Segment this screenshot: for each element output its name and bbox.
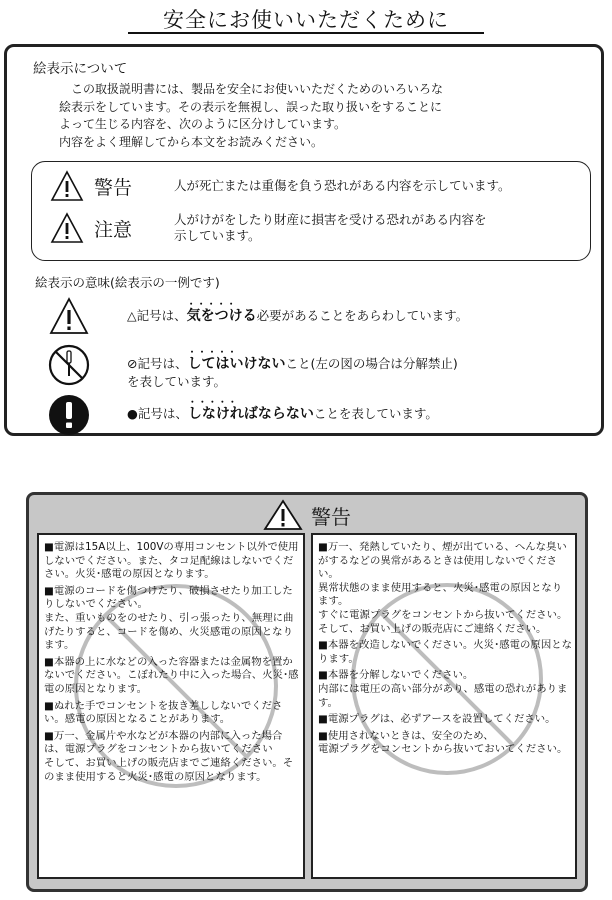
symbol-meaning-heading: 絵表示の意味(絵表示の一例です) [35,275,220,290]
warning-column-right [311,533,577,879]
intro-line: よって生じる内容を、次のように区分けしています。 [59,117,347,131]
symbol-description [127,393,438,423]
symbol-suffix: 必要があることをあらわしています。 [256,308,469,323]
disassembly-prohibited-icon [47,343,91,387]
symbol-prefix: ●記号は、 [127,406,188,421]
symbol-suffix: ことを表しています。 [313,406,438,421]
symbol-suffix: こと(左の図の場合は分解禁止) [285,356,458,371]
level-description [174,212,487,244]
warning-item: ■使用されないときは、安全のため、 電源プラグをコンセントから抜いておいてください。 [318,729,568,756]
warning-item: ■本器を改造しないでください。火災･感電の原因となります。 [318,639,572,665]
warning-panel-title: 警告 [311,504,351,529]
level-caution [50,212,487,244]
level-label: 注意 [94,218,133,241]
symbol-description [127,343,458,390]
intro-line: 絵表示をしています。その表示を無視し、誤った取り扱いをすることに [59,99,443,114]
intro-line: 内容をよく理解してから本文をお読みください。 [59,134,324,149]
warning-item: ■電源のコードを傷つけたり、破損させたり加工したりしないでください。 また、重いものをのせたり、引っ張ったり、無理に曲げたりすると、コードを傷め、火災感電の原因となります。 [44,584,294,652]
level-description-line: 示しています。 [174,228,261,243]
symbol-prefix: ⊘記号は、 [127,356,188,371]
signal-levels-box [31,161,591,261]
intro-line: この取扱説明書には、製品を安全にお使いいただくためのいろいろな [71,82,444,96]
warning-item: ■本器を分解しないでください。 内部には電圧の高い部分があり、感電の恐れがあります。 [318,669,568,709]
warning-column-left [37,533,305,879]
symbol-emphasis: ・・・・・ しなければならない [188,406,314,422]
symbol-prefix: △記号は、 [127,308,187,323]
warning-triangle-icon [50,170,84,202]
symbol-row-caution [47,295,468,339]
level-description: 人が死亡または重傷を負う恐れがある内容を示しています。 [174,178,511,193]
symbol-emphasis: ・・・・・ 気をつける [187,308,257,324]
symbol-description [127,295,468,325]
warning-item: ■ぬれた手でコンセントを抜き差ししないでください。感電の原因となることがあります。 [44,699,283,726]
title-underline [128,32,484,34]
legend-heading: 絵表示について [33,61,128,77]
caution-triangle-icon [50,212,84,244]
symbol-row-mandatory [47,393,438,437]
warning-triangle-icon [47,295,91,339]
warning-panel [26,492,588,892]
warning-triangle-icon [263,499,303,531]
symbol-emphasis: ・・・・・ してはいけない [187,356,285,372]
level-label: 警告 [94,176,133,199]
warning-panel-header [29,499,585,531]
level-description-line: 人がけがをしたり財産に損害を受ける恐れがある内容を [174,212,487,227]
warning-item: ■電源は15A以上、100Vの専用コンセント以外で使用しないでください。また、タコ足配線はしないでください。火災･感電の原因となります。 [44,541,299,581]
level-warning [50,170,511,202]
mandatory-action-icon [47,393,91,437]
warning-item: ■電源プラグは、必ずアースを設置してください。 [318,713,556,726]
symbol-row-prohibited [47,343,458,390]
legend-section [4,44,604,436]
page-title: 安全にお使いいただくために [163,8,449,32]
symbol-line2: を表しています。 [127,374,227,389]
warning-item: ■万一、金属片や水などが本器の内部に入った場合は、電源プラグをコンセントから抜いてください そして、お買い上げの販売店までご連絡ください。そのまま使用すると火災･感電の原因となります。 [44,729,294,783]
intro-text [59,81,579,151]
warning-item: ■万一、発熱していたり、煙が出ている、へんな臭いがするなどの異常があるときは使用しないでください。 異常状態のまま使用すると、火災･感電の原因となります。 すぐに電源プラグをコンセントから抜いてください。 そして、お買い上げの販売店にご連絡ください。 [318,541,568,635]
warning-item: ■本器の上に水などの入った容器または金属物を置かないでください。こぼれたり中に入った場合、火災･感電の原因となります。 [44,655,299,695]
